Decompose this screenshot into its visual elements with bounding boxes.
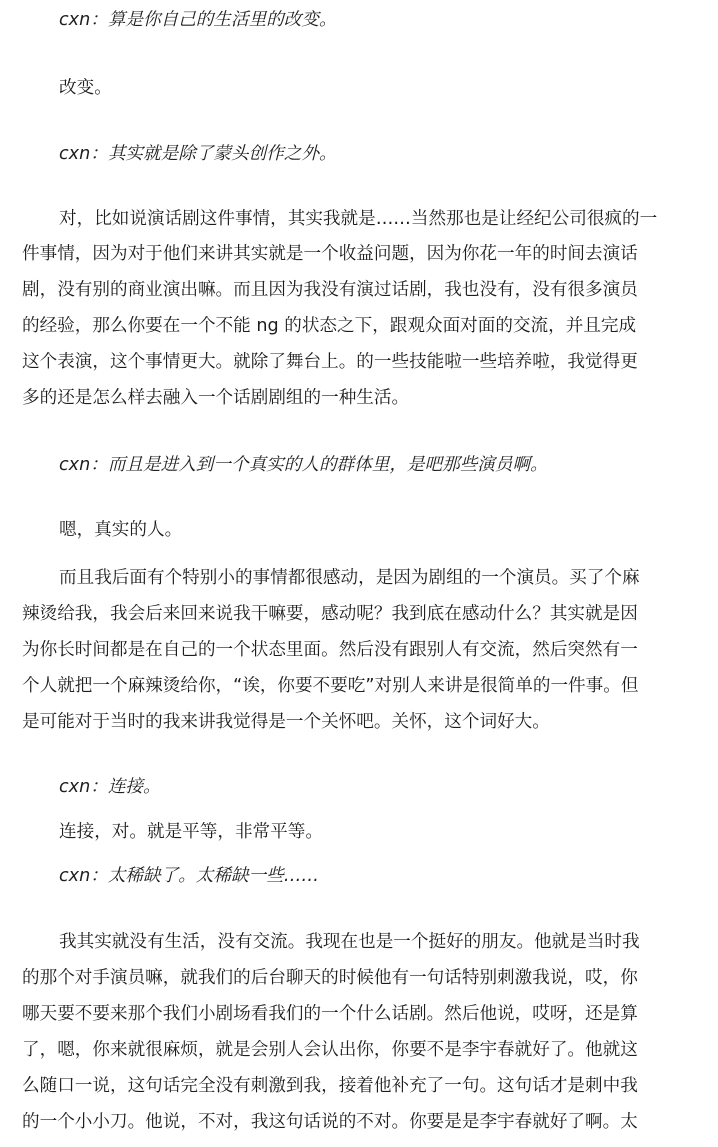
paragraph-line: 辣烫给我，我会后来回来说我干嘛要，感动呢？我到底在感动什么？其实就是因 xyxy=(22,604,638,624)
answer-line: 改变。 xyxy=(59,78,112,98)
interviewer-question: cxn：连接。 xyxy=(59,777,161,797)
paragraph-line: 的经验，那么你要在一个不能 ng 的状态之下，跟观众面对面的交流，并且完成 xyxy=(22,316,637,336)
paragraph-line: 是可能对于当时的我来讲我觉得是一个关怀吧。关怀，这个词好大。 xyxy=(22,712,550,732)
paragraph-line: 多的还是怎么样去融入一个话剧剧组的一种生活。 xyxy=(22,388,410,408)
paragraph-line: 件事情，因为对于他们来讲其实就是一个收益问题，因为你花一年的时间去演话 xyxy=(22,244,638,264)
interviewer-question: cxn：算是你自己的生活里的改变。 xyxy=(59,10,337,30)
interviewer-question: cxn：太稀缺了。太稀缺一些…… xyxy=(59,866,319,886)
paragraph-line: 的那个对手演员嘛，就我们的后台聊天的时候他有一句话特别刺激我说，哎，你 xyxy=(22,968,638,988)
paragraph-line: 么随口一说，这句话完全没有刺激到我，接着他补充了一句。这句话才是刺中我 xyxy=(22,1076,638,1096)
paragraph-line: 个人就把一个麻辣烫给你，“诶，你要不要吃”对别人来讲是很简单的一件事。但 xyxy=(22,676,639,696)
interviewer-question: cxn：而且是进入到一个真实的人的群体里，是吧那些演员啊。 xyxy=(59,455,548,475)
paragraph-line: 而且我后面有个特别小的事情都很感动，是因为剧组的一个演员。买了个麻 xyxy=(59,568,640,588)
paragraph-line: 了，嗯，你来就很麻烦，就是会别人会认出你，你要不是李宇春就好了。他就这 xyxy=(22,1040,638,1060)
paragraph-line: 这个表演，这个事情更大。就除了舞台上。的一些技能啦一些培养啦，我觉得更 xyxy=(22,352,638,372)
paragraph-line: 对，比如说演话剧这件事情，其实我就是……当然那也是让经纪公司很疯的一 xyxy=(59,209,658,229)
paragraph-line: 哪天要不要来那个我们小剧场看我们的一个什么话剧。然后他说，哎呀，还是算 xyxy=(22,1004,638,1024)
answer-line: 嗯，真实的人。 xyxy=(59,520,183,540)
paragraph-line: 为你长时间都是在自己的一个状态里面。然后没有跟别人有交流，然后突然有一 xyxy=(22,640,638,660)
interviewer-question: cxn：其实就是除了蒙头创作之外。 xyxy=(59,144,337,164)
answer-line: 连接，对。就是平等，非常平等。 xyxy=(59,822,323,842)
paragraph-line: 的一个小小刀。他说，不对，我这句话说的不对。你要是是李宇春就好了啊。太 xyxy=(22,1112,638,1132)
paragraph-line: 我其实就没有生活，没有交流。我现在也是一个挺好的朋友。他就是当时我 xyxy=(59,932,640,952)
paragraph-line: 剧，没有别的商业演出嘛。而且因为我没有演过话剧，我也没有，没有很多演员 xyxy=(22,280,638,300)
